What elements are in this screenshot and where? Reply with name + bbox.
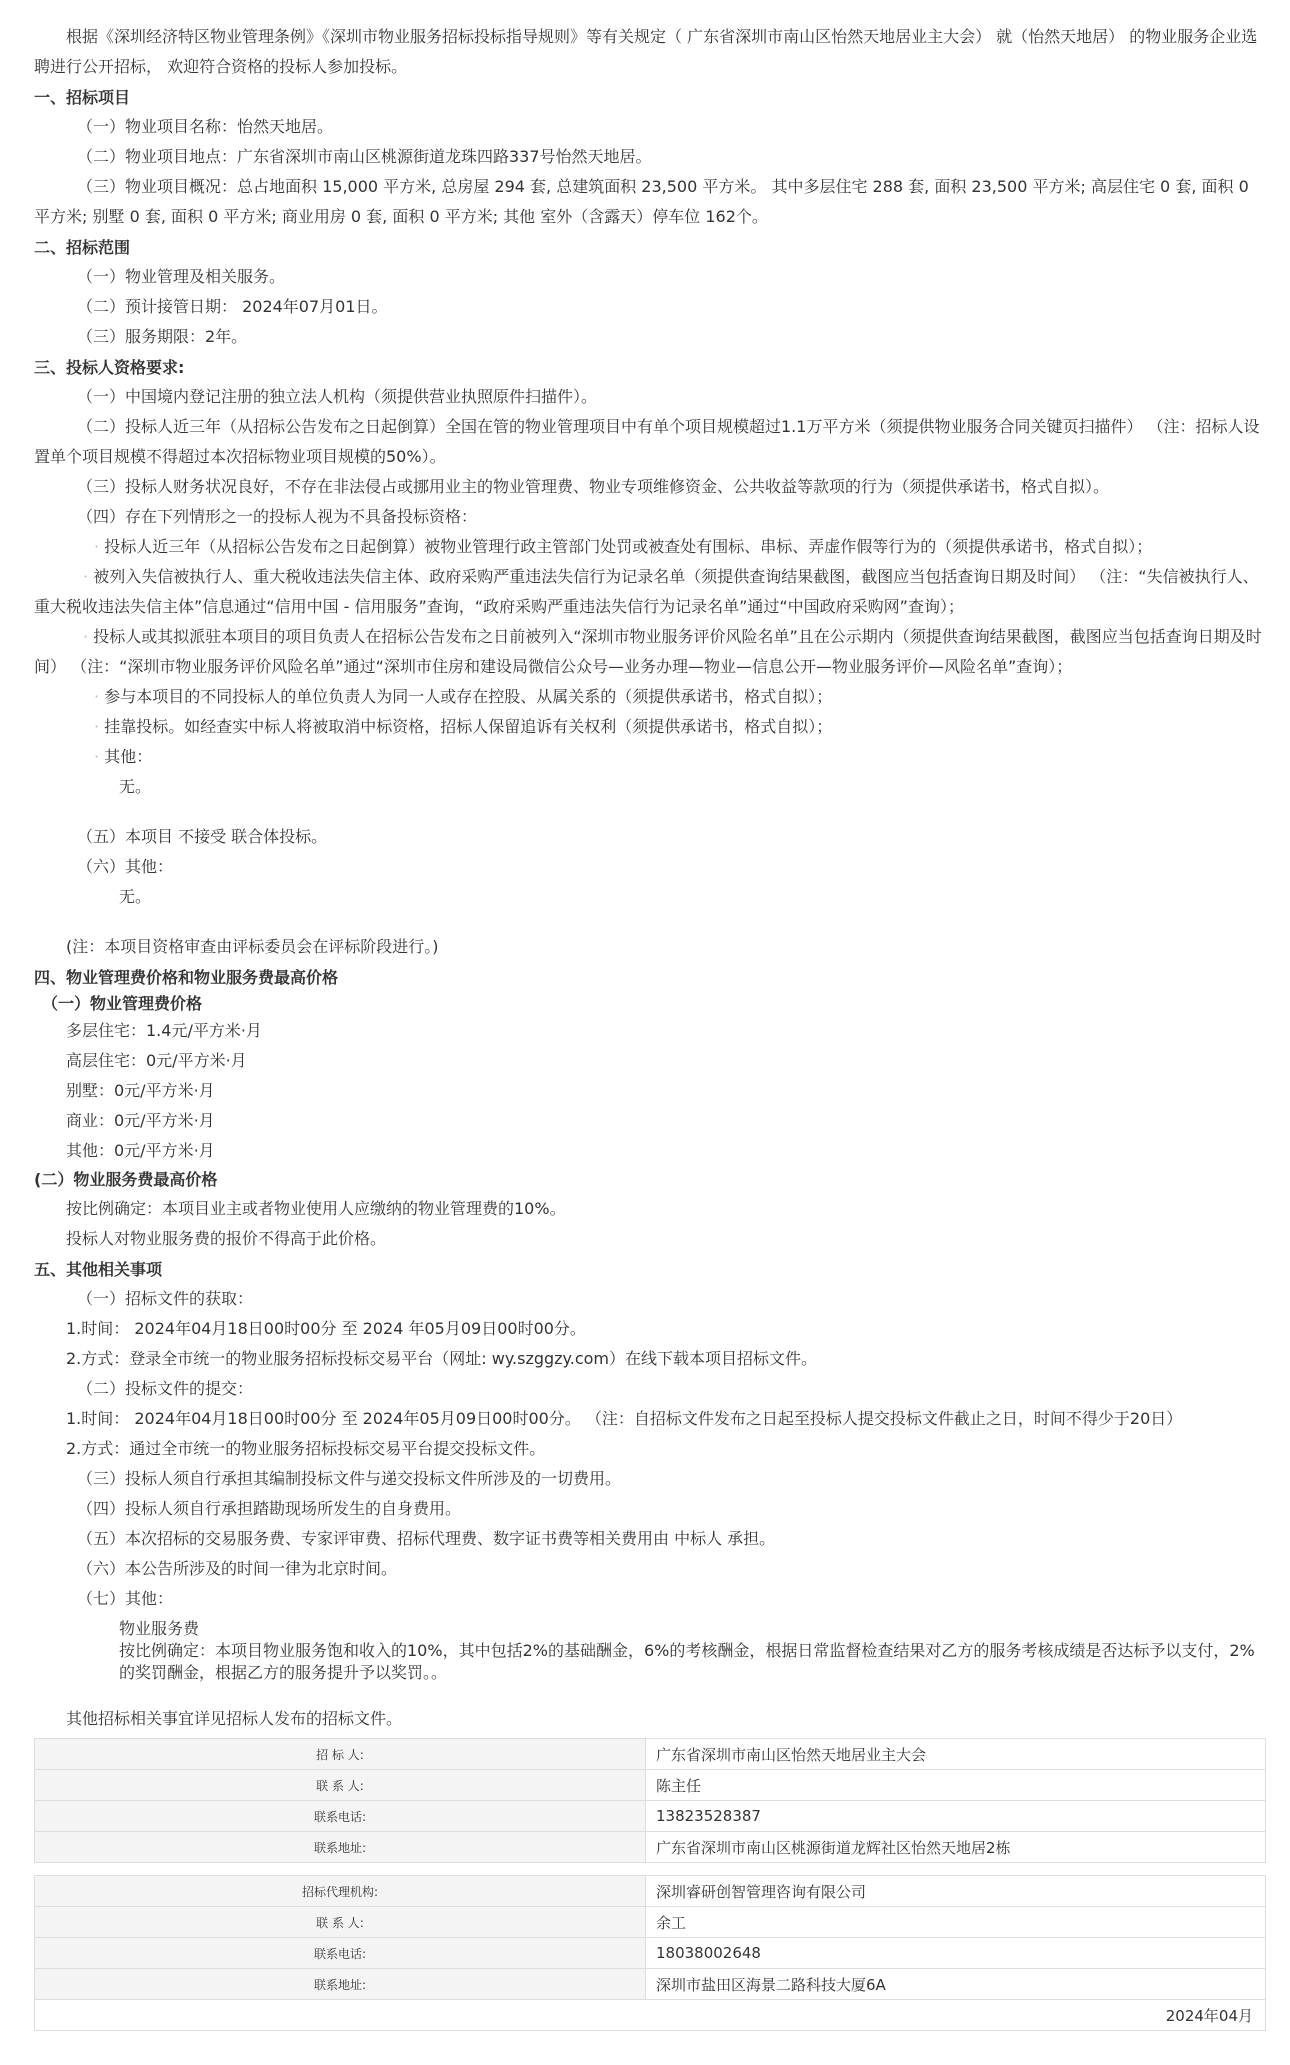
s3-sub-5: · 挂靠投标。如经查实中标人将被取消中标资格，招标人保留追诉有关权利（须提供承诺书，格式自拟）； bbox=[94, 717, 833, 736]
s3-sub-3: · 投标人或其拟派驻本项目的项目负责人在招标公告发布之日前被列入“深圳市物业服务评价风险名单”且在公示期内（须提供查询结果截图，截图应当包括查询日期及时间） （注：“深圳市物业服务评价风险名单”通过“深圳市住房和建设局微信公众号—业务办理—物业—信息公开—物业服务评价—风险名单”查询）； bbox=[34, 627, 1262, 676]
s4-sub2-item-2: 投标人对物业服务费的报价不得高于此价格。 bbox=[66, 1229, 387, 1248]
table-row bbox=[35, 1907, 1266, 1938]
s5-other-2: 按比例确定：本项目物业服务饱和收入的10%，其中包括2%的基础酬金，6%的考核酬金，根据日常监督检查结果对乙方的服务考核成绩是否达标予以支付，2%的奖罚酬金，根据乙方的服务提升予以奖罚。。 bbox=[119, 1641, 1255, 1682]
bullet-dot: · bbox=[94, 537, 100, 556]
s3-item-4: （四）存在下列情形之一的投标人视为不具备投标资格： bbox=[77, 507, 478, 526]
spacer bbox=[34, 912, 1266, 932]
s1-item-3: （三）物业项目概况：总占地面积 15,000 平方米, 总房屋 294 套, 总建筑面积 23,500 平方米。 其中多层住宅 288 套, 面积 23,500 平方米; 高层住宅 0 套, 面积 0 平方米; 别墅 0 套, 面积 0 平方米; 商业用房 0 套, 面积 0 平方米; 其他 室外（含露天）停车位 162个。 bbox=[34, 177, 1249, 226]
s3-note: (注：本项目资格审查由评标委员会在评标阶段进行。) bbox=[66, 937, 439, 956]
s5-footer: 其他招标相关事宜详见招标人发布的招标文件。 bbox=[66, 1709, 403, 1728]
section-4-title: 四、物业管理费价格和物业服务费最高价格 bbox=[34, 968, 339, 987]
s1-item-1: （一）物业项目名称：怡然天地居。 bbox=[77, 117, 334, 136]
contact-value: 陈主任 bbox=[646, 1770, 1266, 1801]
bullet-dot: · bbox=[94, 717, 100, 736]
price-commercial: 商业：0元/平方米·月 bbox=[66, 1111, 215, 1130]
agent-value: 深圳睿研创智管理咨询有限公司 bbox=[646, 1876, 1266, 1907]
s5-submit-method: 2.方式：通过全市统一的物业服务招标投标交易平台提交投标文件。 bbox=[66, 1439, 546, 1458]
tenderer-table bbox=[34, 1738, 1266, 1863]
section-1-title: 一、招标项目 bbox=[34, 88, 131, 107]
s3-item-1: （一）中国境内登记注册的独立法人机构（须提供营业执照原件扫描件）。 bbox=[77, 387, 598, 406]
s5-submit-time: 1.时间： 2024年04月18日00时00分 至 2024年05月09日00时00分。 （注：自招标文件发布之日起至投标人提交投标文件截止之日，时间不得少于20日） bbox=[66, 1409, 1183, 1428]
table-row bbox=[35, 2000, 1266, 2031]
section-2-title: 二、招标范围 bbox=[34, 238, 131, 257]
s5-other-1: 物业服务费 bbox=[119, 1619, 200, 1638]
s2-item-3: （三）服务期限：2年。 bbox=[77, 327, 248, 346]
s5-item-4: （四）投标人须自行承担踏勘现场所发生的自身费用。 bbox=[77, 1499, 462, 1518]
spacer bbox=[34, 1684, 1266, 1704]
table-row bbox=[35, 1801, 1266, 1832]
s2-item-2: （二）预计接管日期： 2024年07月01日。 bbox=[77, 297, 388, 316]
price-highrise: 高层住宅：0元/平方米·月 bbox=[66, 1051, 247, 1070]
s3-sub-other-value: 无。 bbox=[119, 777, 152, 796]
s5-obtain-title: （一）招标文件的获取： bbox=[77, 1289, 254, 1308]
agent-address-label: 联系地址: bbox=[35, 1969, 646, 2000]
tenderer-value: 广东省深圳市南山区怡然天地居业主大会 bbox=[646, 1739, 1266, 1770]
spacer bbox=[34, 802, 1266, 822]
s3-item-5: （五）本项目 不接受 联合体投标。 bbox=[77, 827, 328, 846]
price-villa: 别墅：0元/平方米·月 bbox=[66, 1081, 215, 1100]
agent-address-value: 深圳市盐田区海景二路科技大厦6A bbox=[646, 1969, 1266, 2000]
table-row bbox=[35, 1876, 1266, 1907]
address-value: 广东省深圳市南山区桃源街道龙辉社区怡然天地居2栋 bbox=[646, 1832, 1266, 1863]
tenderer-label: 招 标 人: bbox=[35, 1739, 646, 1770]
s5-item-7: （七）其他： bbox=[77, 1589, 174, 1608]
announcement-content bbox=[34, 22, 1266, 2031]
s5-item-3: （三）投标人须自行承担其编制投标文件与递交投标文件所涉及的一切费用。 bbox=[77, 1469, 622, 1488]
phone-value: 13823528387 bbox=[646, 1801, 1266, 1832]
s3-item-3: （三）投标人财务状况良好，不存在非法侵占或挪用业主的物业管理费、物业专项维修资金、公共收益等款项的行为（须提供承诺书，格式自拟）。 bbox=[77, 477, 1110, 496]
intro-paragraph: 根据《深圳经济特区物业管理条例》《深圳市物业服务招标投标指导规则》等有关规定（ 广东省深圳市南山区怡然天地居业主大会） 就（怡然天地居） 的物业服务企业选聘进行公开招标， 欢迎符合资格的投标人参加投标。 bbox=[34, 27, 1258, 76]
section-3-title: 三、投标人资格要求: bbox=[34, 358, 185, 377]
table-row bbox=[35, 1770, 1266, 1801]
s4-sub1-title: （一）物业管理费价格 bbox=[42, 994, 203, 1013]
table-row bbox=[35, 1739, 1266, 1770]
s3-item-6-value: 无。 bbox=[119, 887, 152, 906]
publish-date: 2024年04月 bbox=[35, 2000, 1266, 2031]
contact-label: 联 系 人: bbox=[35, 1770, 646, 1801]
bullet-dot: · bbox=[94, 747, 100, 766]
s3-item-2: （二）投标人近三年（从招标公告发布之日起倒算）全国在管的物业管理项目中有单个项目规模超过1.1万平方米（须提供物业服务合同关键页扫描件） （注：招标人设置单个项目规模不得超过本次招标物业项目规模的50%）。 bbox=[34, 417, 1260, 466]
bullet-dot: · bbox=[83, 627, 89, 646]
agent-contact-label: 联 系 人: bbox=[35, 1907, 646, 1938]
agent-table bbox=[34, 1875, 1266, 2031]
agent-contact-value: 余工 bbox=[646, 1907, 1266, 1938]
address-label: 联系地址: bbox=[35, 1832, 646, 1863]
s5-obtain-method: 2.方式：登录全市统一的物业服务招标投标交易平台（网址: wy.szggzy.com）在线下载本项目招标文件。 bbox=[66, 1349, 817, 1368]
price-multistory: 多层住宅：1.4元/平方米·月 bbox=[66, 1021, 262, 1040]
price-other: 其他：0元/平方米·月 bbox=[66, 1141, 215, 1160]
s5-item-6: （六）本公告所涉及的时间一律为北京时间。 bbox=[77, 1559, 398, 1578]
phone-label: 联系电话: bbox=[35, 1801, 646, 1832]
agent-phone-value: 18038002648 bbox=[646, 1938, 1266, 1969]
s1-item-2: （二）物业项目地点：广东省深圳市南山区桃源街道龙珠四路337号怡然天地居。 bbox=[77, 147, 652, 166]
section-5-title: 五、其他相关事项 bbox=[34, 1260, 163, 1279]
spacer bbox=[34, 1863, 1266, 1875]
s4-sub2-item-1: 按比例确定：本项目业主或者物业使用人应缴纳的物业管理费的10%。 bbox=[66, 1199, 566, 1218]
table-row bbox=[35, 1832, 1266, 1863]
s3-sub-6: · 其他： bbox=[94, 747, 153, 766]
s3-sub-1: · 投标人近三年（从招标公告发布之日起倒算）被物业管理行政主管部门处罚或被查处有围标、串标、弄虚作假等行为的（须提供承诺书，格式自拟）； bbox=[94, 537, 1153, 556]
agent-label: 招标代理机构: bbox=[35, 1876, 646, 1907]
table-row bbox=[35, 1938, 1266, 1969]
bullet-dot: · bbox=[94, 687, 100, 706]
s2-item-1: （一）物业管理及相关服务。 bbox=[77, 267, 286, 286]
table-row bbox=[35, 1969, 1266, 2000]
agent-phone-label: 联系电话: bbox=[35, 1938, 646, 1969]
s5-submit-title: （二）投标文件的提交： bbox=[77, 1379, 254, 1398]
s3-sub-2: · 被列入失信被执行人、重大税收违法失信主体、政府采购严重违法失信行为记录名单（须提供查询结果截图，截图应当包括查询日期及时间） （注：“失信被执行人、重大税收违法失信主体”信息通过“信用中国 - 信用服务”查询，“政府采购严重违法失信行为记录名单”通过“中国政府采购网”查询）； bbox=[34, 567, 1259, 616]
s3-sub-4: · 参与本项目的不同投标人的单位负责人为同一人或存在控股、从属关系的（须提供承诺书，格式自拟）； bbox=[94, 687, 833, 706]
bullet-dot: · bbox=[83, 567, 89, 586]
s4-sub2-title: (二）物业服务费最高价格 bbox=[34, 1170, 218, 1189]
s5-obtain-time: 1.时间： 2024年04月18日00时00分 至 2024 年05月09日00时00分。 bbox=[66, 1319, 586, 1338]
s3-item-6: （六）其他： bbox=[77, 857, 174, 876]
s5-item-5: （五）本次招标的交易服务费、专家评审费、招标代理费、数字证书费等相关费用由 中标人 承担。 bbox=[77, 1529, 776, 1548]
